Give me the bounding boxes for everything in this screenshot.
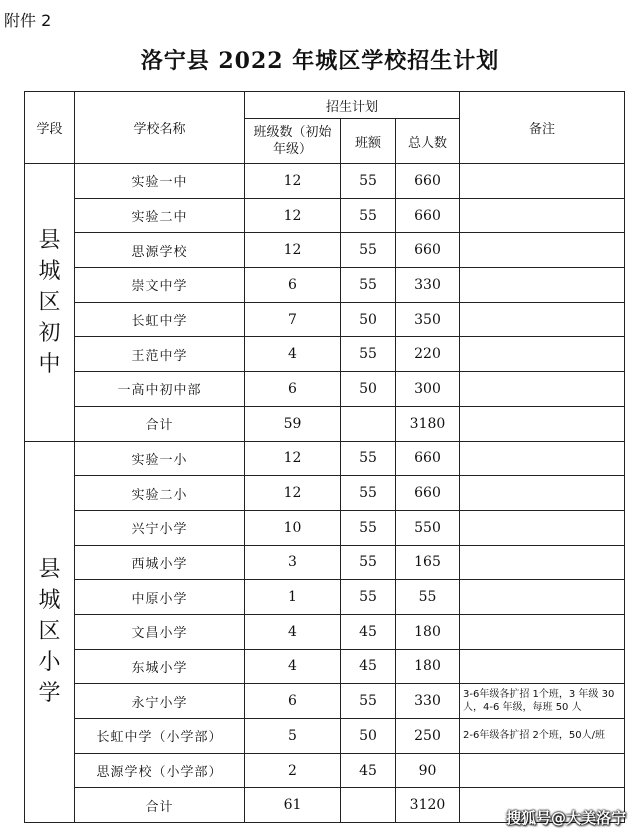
remarks-cell xyxy=(460,441,625,476)
class-size-cell: 55 xyxy=(341,233,396,268)
school-name-cell: 实验二中 xyxy=(75,198,245,233)
class-size-cell: 55 xyxy=(341,476,396,511)
class-count-cell: 5 xyxy=(245,719,341,754)
remarks-cell xyxy=(460,476,625,511)
class-size-cell: 45 xyxy=(341,753,396,788)
table-row xyxy=(25,614,625,649)
table-row xyxy=(25,233,625,268)
table-row xyxy=(25,753,625,788)
school-name-cell: 西城小学 xyxy=(75,545,245,580)
total-students-cell: 220 xyxy=(396,337,460,372)
class-count-cell: 12 xyxy=(245,164,341,199)
subtotal-class-count: 59 xyxy=(245,406,341,441)
total-students-cell: 300 xyxy=(396,372,460,407)
table-row xyxy=(25,510,625,545)
remarks-cell: 2-6年级各扩招 2个班，50人/班 xyxy=(460,719,625,754)
table-row xyxy=(25,198,625,233)
subtotal-class-size xyxy=(341,788,396,823)
class-size-cell: 55 xyxy=(341,164,396,199)
table-row xyxy=(25,441,625,476)
school-name-cell: 实验一小 xyxy=(75,441,245,476)
header-remarks: 备注 xyxy=(460,92,625,164)
table-row xyxy=(25,268,625,303)
class-size-cell: 55 xyxy=(341,268,396,303)
school-name-cell: 王范中学 xyxy=(75,337,245,372)
segment-label xyxy=(25,441,75,823)
segment-char: 初 xyxy=(38,320,61,346)
table-row xyxy=(25,302,625,337)
watermark: 搜狐号@大美洛宁 xyxy=(505,809,626,827)
school-name-cell: 长虹中学 xyxy=(75,302,245,337)
remarks-cell xyxy=(460,302,625,337)
school-name-cell: 东城小学 xyxy=(75,649,245,684)
remarks-cell xyxy=(460,580,625,615)
total-students-cell: 180 xyxy=(396,614,460,649)
total-students-cell: 550 xyxy=(396,510,460,545)
table-row xyxy=(25,684,625,719)
subtotal-row xyxy=(25,406,625,441)
remarks-cell xyxy=(460,164,625,199)
subtotal-total-students: 3120 xyxy=(396,788,460,823)
segment-label xyxy=(25,164,75,442)
total-students-cell: 330 xyxy=(396,268,460,303)
segment-char: 城 xyxy=(38,258,61,284)
class-count-cell: 4 xyxy=(245,614,341,649)
subtotal-total-students: 3180 xyxy=(396,406,460,441)
header-class-count: 班级数（初始年级） xyxy=(245,119,341,164)
header-class-size: 班额 xyxy=(341,119,396,164)
table-body xyxy=(25,164,625,823)
total-students-cell: 350 xyxy=(396,302,460,337)
school-name-cell: 中原小学 xyxy=(75,580,245,615)
total-students-cell: 660 xyxy=(396,441,460,476)
remarks-cell xyxy=(460,233,625,268)
total-students-cell: 330 xyxy=(396,684,460,719)
total-students-cell: 250 xyxy=(396,719,460,754)
subtotal-label: 合计 xyxy=(75,788,245,823)
total-students-cell: 660 xyxy=(396,198,460,233)
remarks-cell xyxy=(460,268,625,303)
school-name-cell: 长虹中学（小学部） xyxy=(75,719,245,754)
total-students-cell: 90 xyxy=(396,753,460,788)
table-row xyxy=(25,164,625,199)
header-school-name: 学校名称 xyxy=(75,92,245,164)
segment-char: 县 xyxy=(38,557,61,583)
attachment-label: 附件 2 xyxy=(4,11,52,30)
header-segment: 学段 xyxy=(25,92,75,164)
class-count-cell: 10 xyxy=(245,510,341,545)
remarks-cell: 3-6年级各扩招 1个班，3 年级 30 人，4-6 年级，每班 50 人 xyxy=(460,684,625,719)
class-count-cell: 2 xyxy=(245,753,341,788)
header-total-students: 总人数 xyxy=(396,119,460,164)
school-name-cell: 文昌小学 xyxy=(75,614,245,649)
class-count-cell: 6 xyxy=(245,684,341,719)
school-name-cell: 永宁小学 xyxy=(75,684,245,719)
school-name-cell: 实验二小 xyxy=(75,476,245,511)
remarks-cell xyxy=(460,198,625,233)
class-size-cell: 55 xyxy=(341,580,396,615)
class-size-cell: 55 xyxy=(341,337,396,372)
class-count-cell: 12 xyxy=(245,198,341,233)
subtotal-class-count: 61 xyxy=(245,788,341,823)
segment-char: 学 xyxy=(38,681,61,707)
class-size-cell: 50 xyxy=(341,719,396,754)
school-name-cell: 一高中初中部 xyxy=(75,372,245,407)
subtotal-label: 合计 xyxy=(75,406,245,441)
class-count-cell: 12 xyxy=(245,441,341,476)
class-size-cell: 55 xyxy=(341,510,396,545)
subtotal-class-size xyxy=(341,406,396,441)
subtotal-remarks-cell xyxy=(460,406,625,441)
remarks-cell xyxy=(460,510,625,545)
header-enrollment-plan: 招生计划 xyxy=(245,92,460,119)
table-row xyxy=(25,372,625,407)
class-count-cell: 6 xyxy=(245,268,341,303)
table-row xyxy=(25,337,625,372)
class-size-cell: 45 xyxy=(341,614,396,649)
total-students-cell: 660 xyxy=(396,233,460,268)
school-name-cell: 思源学校 xyxy=(75,233,245,268)
class-size-cell: 55 xyxy=(341,545,396,580)
remarks-cell xyxy=(460,614,625,649)
total-students-cell: 180 xyxy=(396,649,460,684)
class-size-cell: 55 xyxy=(341,684,396,719)
class-count-cell: 12 xyxy=(245,233,341,268)
segment-char: 城 xyxy=(38,588,61,614)
table-row xyxy=(25,649,625,684)
table-row xyxy=(25,719,625,754)
table-row xyxy=(25,580,625,615)
class-count-cell: 6 xyxy=(245,372,341,407)
class-count-cell: 3 xyxy=(245,545,341,580)
remarks-cell xyxy=(460,545,625,580)
class-count-cell: 1 xyxy=(245,580,341,615)
enrollment-table xyxy=(24,91,625,823)
total-students-cell: 660 xyxy=(396,164,460,199)
total-students-cell: 165 xyxy=(396,545,460,580)
class-size-cell: 45 xyxy=(341,649,396,684)
remarks-cell xyxy=(460,372,625,407)
class-size-cell: 50 xyxy=(341,372,396,407)
total-students-cell: 55 xyxy=(396,580,460,615)
segment-char: 中 xyxy=(38,351,61,377)
school-name-cell: 思源学校（小学部） xyxy=(75,753,245,788)
total-students-cell: 660 xyxy=(396,476,460,511)
school-name-cell: 崇文中学 xyxy=(75,268,245,303)
table-row xyxy=(25,476,625,511)
remarks-cell xyxy=(460,337,625,372)
class-size-cell: 50 xyxy=(341,302,396,337)
remarks-cell xyxy=(460,649,625,684)
table-row xyxy=(25,545,625,580)
class-size-cell: 55 xyxy=(341,198,396,233)
class-count-cell: 12 xyxy=(245,476,341,511)
segment-char: 区 xyxy=(38,619,61,645)
class-count-cell: 4 xyxy=(245,337,341,372)
remarks-cell xyxy=(460,753,625,788)
segment-char: 县 xyxy=(38,227,61,253)
school-name-cell: 实验一中 xyxy=(75,164,245,199)
class-count-cell: 7 xyxy=(245,302,341,337)
segment-char: 区 xyxy=(38,289,61,315)
class-count-cell: 4 xyxy=(245,649,341,684)
page-title: 洛宁县 2022 年城区学校招生计划 xyxy=(140,48,500,74)
segment-char: 小 xyxy=(38,650,61,676)
class-size-cell: 55 xyxy=(341,441,396,476)
school-name-cell: 兴宁小学 xyxy=(75,510,245,545)
